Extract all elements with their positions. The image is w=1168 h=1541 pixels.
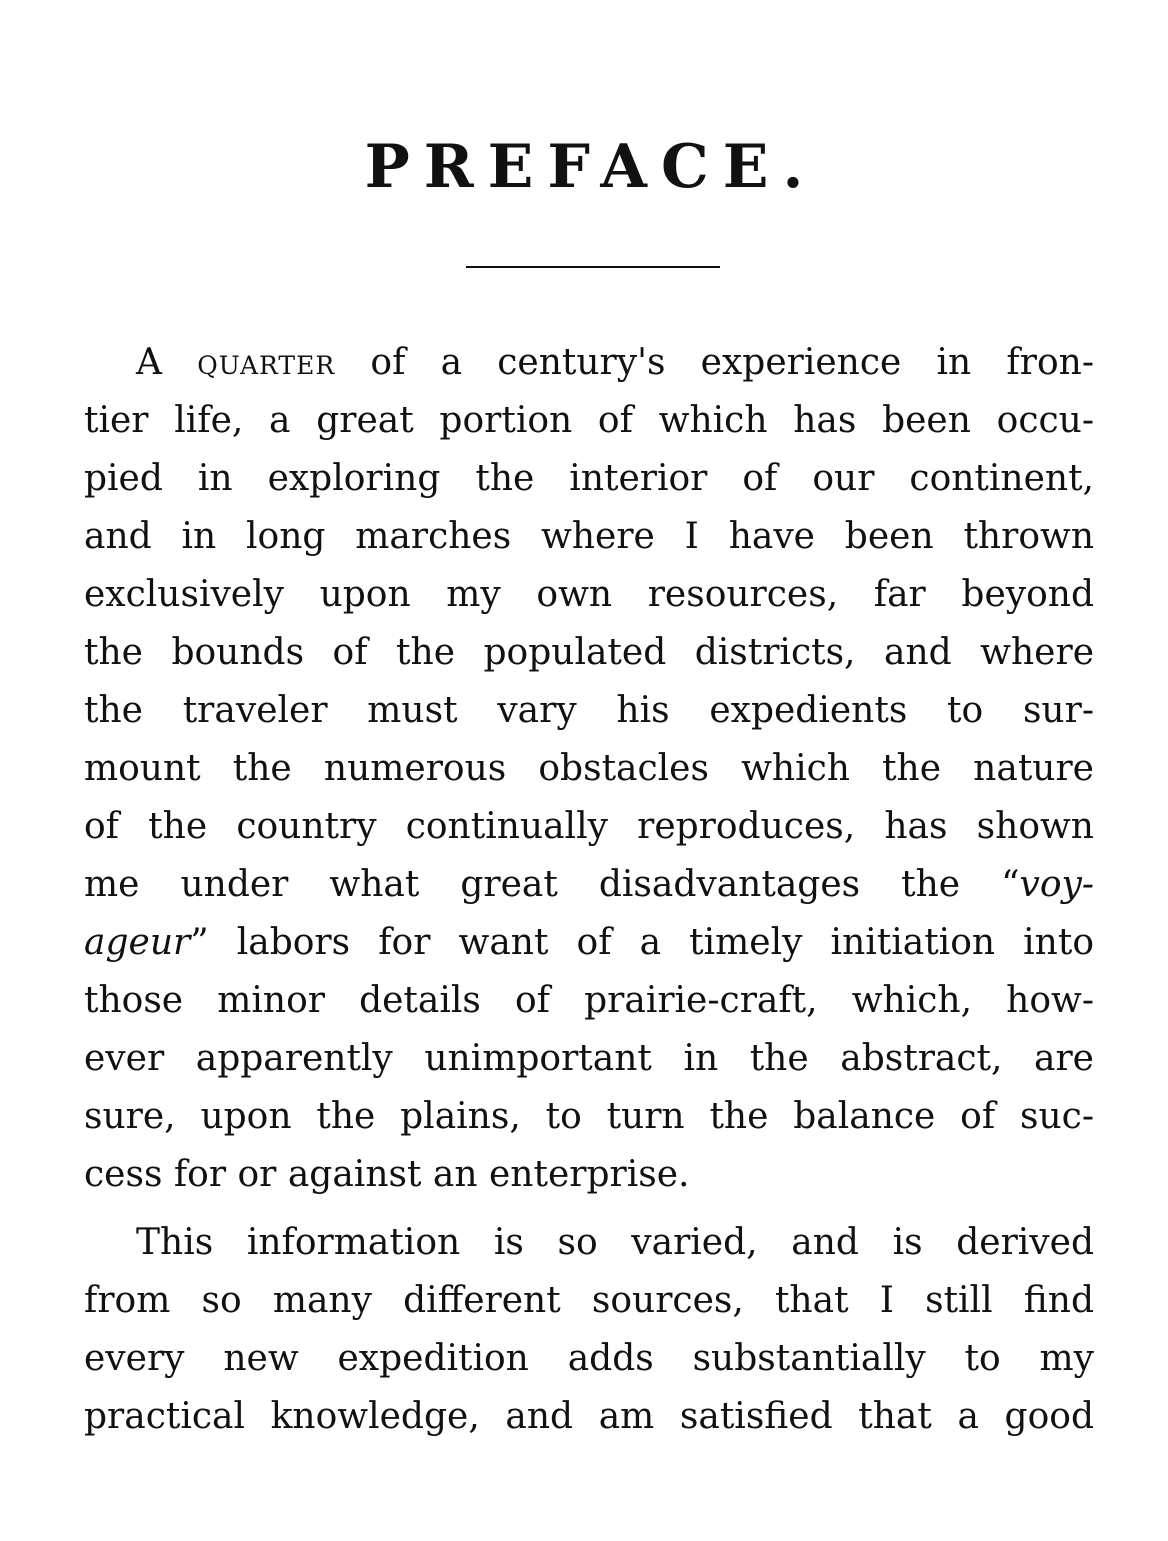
text-run: me under what great disadvantages the “ [84, 864, 1020, 905]
text-line [84, 856, 1094, 914]
text-line: the bounds of the populated districts, and where [84, 632, 1094, 673]
text-run: of a century's experience in fron- [370, 342, 1094, 383]
page-title: PREFACE. [364, 132, 818, 202]
text-line: every new expedition adds substantially to my [84, 1338, 1094, 1379]
text-line: ever apparently unimportant in the abstract, are [84, 1038, 1094, 1079]
lead-small-caps: quarter [197, 342, 336, 383]
text-line: sure, upon the plains, to turn the balance of suc- [84, 1096, 1094, 1137]
text-line: pied in exploring the interior of our continent, [84, 458, 1094, 499]
text-line: of the country continually reproduces, has shown [84, 806, 1094, 847]
text-line: the traveler must vary his expedients to sur- [84, 690, 1094, 731]
italic-word: ageur [84, 922, 191, 963]
text-line: and in long marches where I have been thrown [84, 516, 1094, 557]
text-line: This information is so varied, and is derived [136, 1222, 1094, 1263]
text-line: tier life, a great portion of which has been occu- [84, 400, 1094, 441]
text-line: those minor details of prairie-craft, which, how- [84, 980, 1094, 1021]
lead-capital: A [136, 342, 162, 383]
italic-word: voy- [1019, 864, 1094, 905]
text-line: practical knowledge, and am satisfied that a good [84, 1396, 1094, 1437]
text-run: ” labors for want of a timely initiation into [190, 922, 1094, 963]
text-line: mount the numerous obstacles which the nature [84, 748, 1094, 789]
paragraph-1 [84, 334, 1094, 1204]
text-line: cess for or against an enterprise. [84, 1154, 690, 1195]
text-line [84, 334, 1094, 392]
paragraph-2 [84, 1214, 1094, 1446]
text-line [84, 914, 1094, 972]
text-line: exclusively upon my own resources, far beyond [84, 574, 1094, 615]
title-divider [466, 266, 720, 268]
text-line: from so many different sources, that I still find [84, 1280, 1094, 1321]
